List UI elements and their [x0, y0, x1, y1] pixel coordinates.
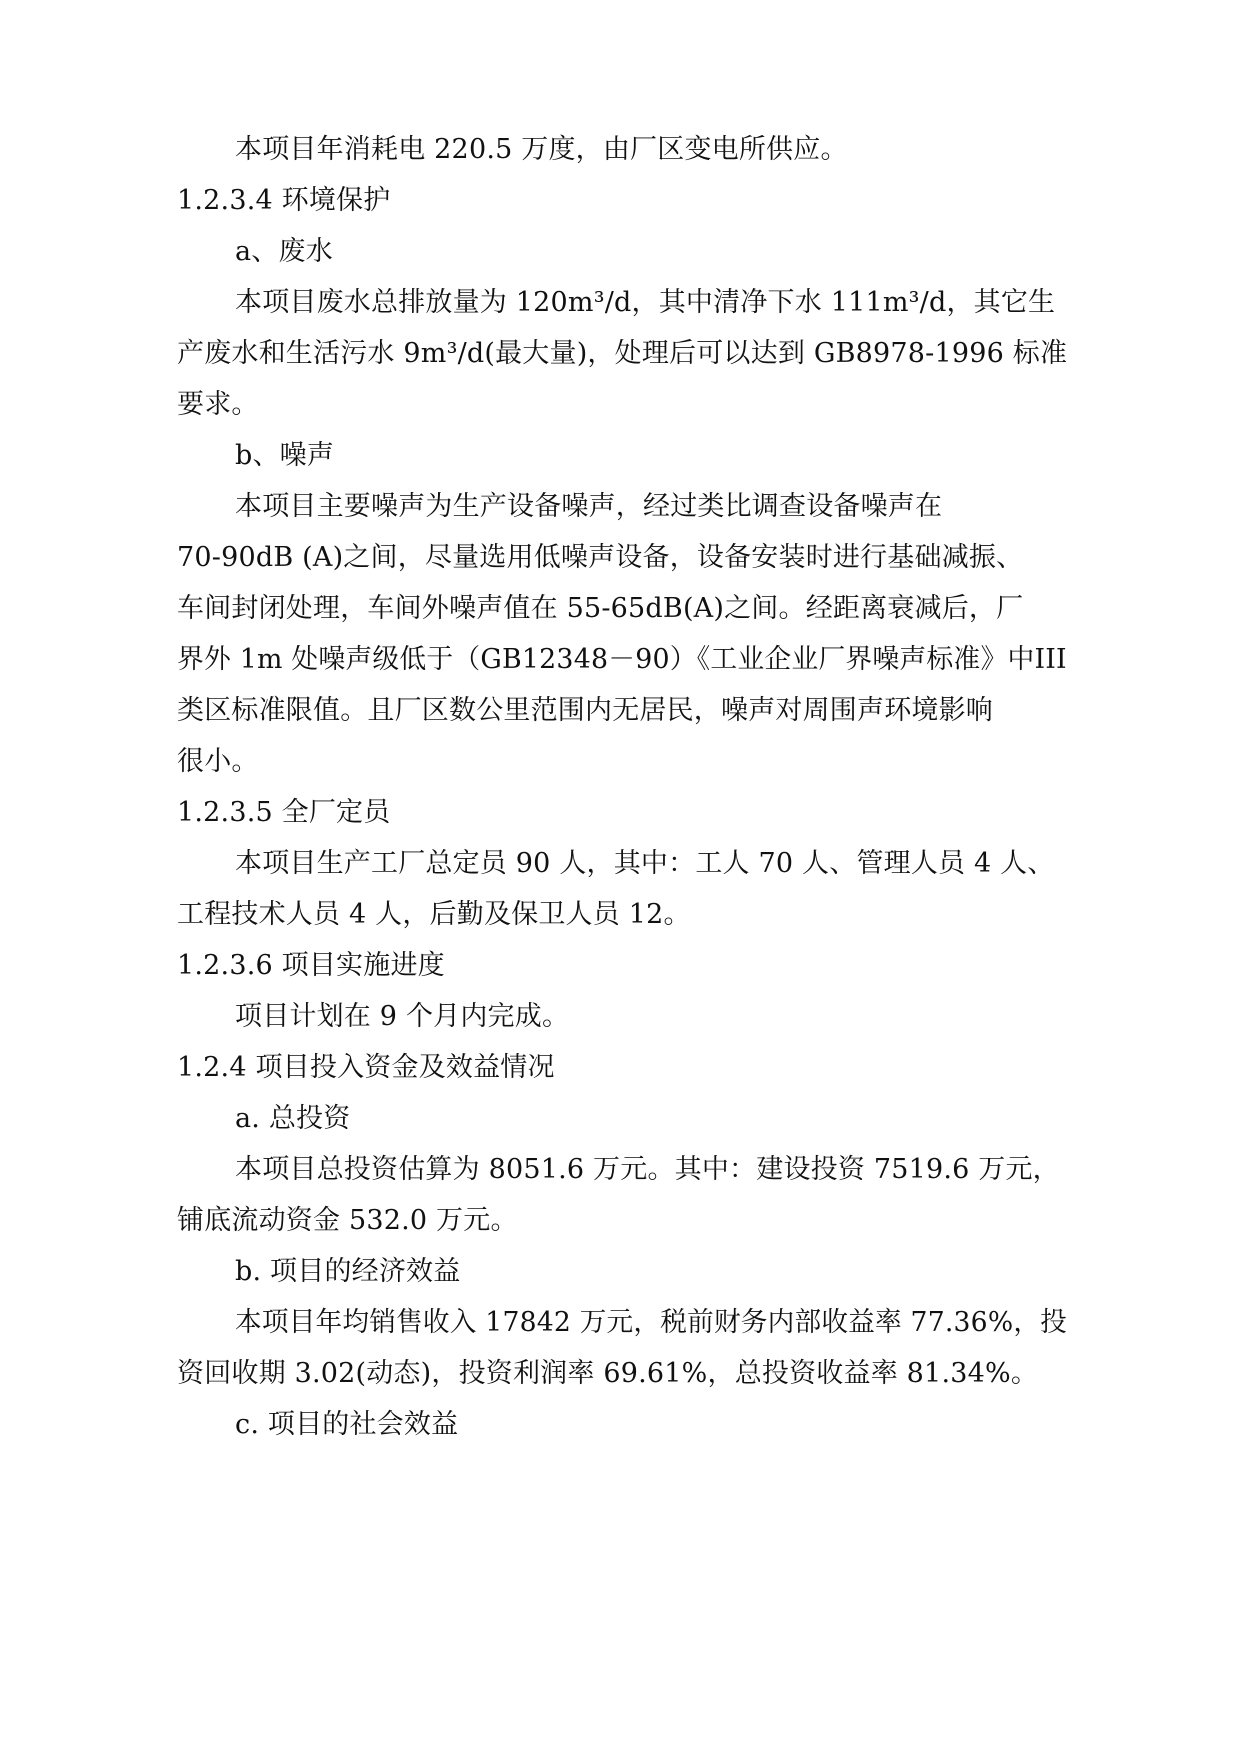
- paragraph-line: 类区标准限值。且厂区数公里范围内无居民，噪声对周围声环境影响: [177, 695, 993, 726]
- paragraph-line: 本项目生产工厂总定员 90 人，其中：工人 70 人、管理人员 4 人、: [235, 848, 1055, 879]
- subsection-heading: c. 项目的社会效益: [235, 1409, 459, 1440]
- paragraph-line: 铺底流动资金 532.0 万元。: [177, 1205, 518, 1236]
- paragraph-line: 项目计划在 9 个月内完成。: [235, 1001, 570, 1032]
- paragraph-line: 本项目废水总排放量为 120m³/d，其中清净下水 111m³/d，其它生: [235, 287, 1056, 318]
- paragraph-line: 产废水和生活污水 9m³/d(最大量)，处理后可以达到 GB8978-1996 标准: [177, 338, 1068, 369]
- subsection-heading: a、废水: [235, 236, 333, 267]
- subsection-heading: b. 项目的经济效益: [235, 1256, 461, 1287]
- section-heading: 1.2.3.4 环境保护: [177, 185, 391, 216]
- paragraph-line: 本项目年消耗电 220.5 万度，由厂区变电所供应。: [235, 134, 848, 165]
- paragraph-line: 资回收期 3.02(动态)，投资利润率 69.61%，总投资收益率 81.34%。: [177, 1358, 1039, 1389]
- paragraph-line: 本项目总投资估算为 8051.6 万元。其中：建设投资 7519.6 万元，: [235, 1154, 1060, 1185]
- paragraph-line: 70-90dB (A)之间，尽量选用低噪声设备，设备安装时进行基础减振、: [177, 542, 1024, 573]
- section-heading: 1.2.4 项目投入资金及效益情况: [177, 1052, 555, 1083]
- paragraph-line: 界外 1m 处噪声级低于（GB12348－90）《工业企业厂界噪声标准》中III: [177, 644, 1067, 675]
- paragraph-line: 要求。: [177, 389, 259, 420]
- paragraph-line: 工程技术人员 4 人，后勤及保卫人员 12。: [177, 899, 691, 930]
- paragraph-line: 本项目年均销售收入 17842 万元，税前财务内部收益率 77.36%，投: [235, 1307, 1068, 1338]
- paragraph-line: 本项目主要噪声为生产设备噪声，经过类比调查设备噪声在: [235, 491, 943, 522]
- paragraph-line: 车间封闭处理，车间外噪声值在 55-65dB(A)之间。经距离衰减后，厂: [177, 593, 1024, 624]
- subsection-heading: a. 总投资: [235, 1103, 351, 1134]
- paragraph-line: 很小。: [177, 746, 259, 777]
- subsection-heading: b、噪声: [235, 440, 335, 471]
- section-heading: 1.2.3.5 全厂定员: [177, 797, 391, 828]
- section-heading: 1.2.3.6 项目实施进度: [177, 950, 445, 981]
